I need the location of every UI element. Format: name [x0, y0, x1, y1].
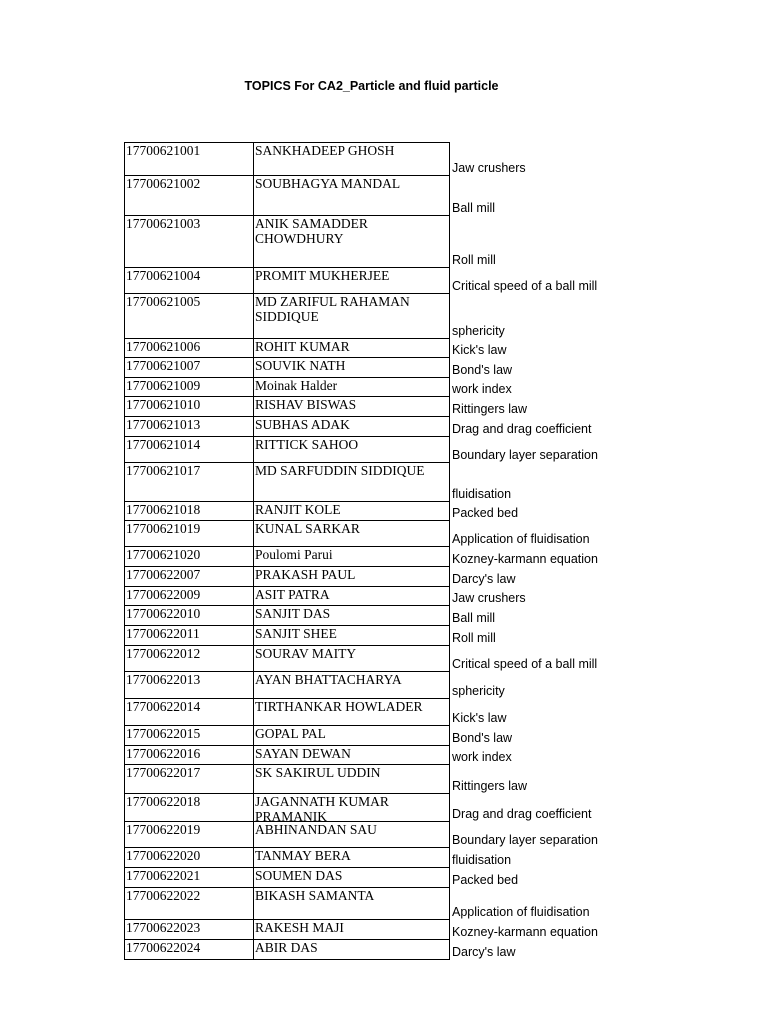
student-id-cell-text: 17700621004: [126, 268, 201, 283]
student-id-cell: [125, 626, 254, 646]
topic-cell-text: Drag and drag coefficient: [452, 806, 592, 821]
topic-cell-text: Kick's law: [452, 710, 507, 725]
student-id-cell-text: 17700622012: [126, 646, 201, 661]
topic-cell: [450, 502, 643, 521]
topic-cell-text: Roll mill: [452, 630, 496, 645]
topic-cell: [450, 822, 643, 848]
table-row: [125, 868, 643, 888]
topic-cell: [450, 417, 643, 437]
student-id-cell: [125, 765, 254, 794]
student-name-cell: [254, 587, 450, 606]
student-name-cell-text: AYAN BHATTACHARYA: [255, 672, 402, 687]
student-id-cell: [125, 888, 254, 920]
student-id-cell-text: 17700622019: [126, 822, 201, 837]
topic-cell-text: Boundary layer separation: [452, 832, 598, 847]
student-id-cell-text: 17700622020: [126, 848, 201, 863]
table-row: [125, 699, 643, 726]
student-id-cell: [125, 672, 254, 699]
student-name-cell: [254, 143, 450, 176]
topic-cell: [450, 567, 643, 587]
topic-cell: [450, 848, 643, 868]
student-id-cell-text: 17700621017: [126, 463, 201, 478]
student-id-cell-text: 17700622011: [126, 626, 200, 641]
student-name-cell-text: MD SARFUDDIN SIDDIQUE: [255, 463, 425, 478]
topic-cell: [450, 294, 643, 339]
student-id-cell: [125, 502, 254, 521]
student-id-cell: [125, 268, 254, 294]
student-id-cell: [125, 216, 254, 268]
table-row: [125, 463, 643, 502]
student-id-cell-text: 17700621005: [126, 294, 201, 309]
student-id-cell: [125, 521, 254, 547]
table-row: [125, 176, 643, 216]
topic-cell: [450, 216, 643, 268]
topic-cell-text: Packed bed: [452, 872, 519, 887]
topic-cell-text: Rittingers law: [452, 778, 528, 793]
student-id-cell: [125, 794, 254, 822]
student-name-cell-text: SOUVIK NATH: [255, 358, 346, 373]
student-id-cell-text: 17700621001: [126, 143, 201, 158]
student-name-cell: [254, 626, 450, 646]
topic-cell-text: Bond's law: [452, 362, 513, 377]
topic-cell-text: Roll mill: [452, 252, 496, 267]
student-id-cell-text: 17700622017: [126, 765, 201, 780]
table-row: [125, 339, 643, 358]
student-id-cell: [125, 417, 254, 437]
table-row: [125, 567, 643, 587]
topic-cell-text: Jaw crushers: [452, 590, 526, 605]
student-id-cell-text: 17700621002: [126, 176, 201, 191]
student-name-cell-text: SUBHAS ADAK: [255, 417, 350, 432]
student-id-cell-text: 17700622024: [126, 940, 201, 955]
student-id-cell-text: 17700622009: [126, 587, 201, 602]
student-id-cell-text: 17700622010: [126, 606, 201, 621]
topic-cell-text: sphericity: [452, 683, 505, 698]
student-id-cell-text: 17700621003: [126, 216, 201, 231]
table-row: [125, 848, 643, 868]
student-name-cell: [254, 765, 450, 794]
student-name-cell: [254, 378, 450, 397]
table-row: [125, 358, 643, 378]
student-name-cell: [254, 294, 450, 339]
topic-cell-text: Ball mill: [452, 610, 496, 625]
table-row: [125, 268, 643, 294]
table-row: [125, 378, 643, 397]
student-name-cell-text: PRAKASH PAUL: [255, 567, 356, 582]
table-row: [125, 521, 643, 547]
student-id-cell: [125, 940, 254, 960]
topic-cell: [450, 463, 643, 502]
student-topic-table: [124, 142, 643, 960]
topic-cell: [450, 794, 643, 822]
student-id-cell-text: 17700622016: [126, 746, 201, 761]
student-name-cell: [254, 567, 450, 587]
student-name-cell: [254, 822, 450, 848]
table-row: [125, 822, 643, 848]
topic-cell-text: Application of fluidisation: [452, 531, 590, 546]
table-row: [125, 547, 643, 567]
table-row: [125, 794, 643, 822]
student-name-cell: [254, 672, 450, 699]
topic-cell: [450, 940, 643, 960]
table-row: [125, 437, 643, 463]
topic-cell-text: Bond's law: [452, 730, 513, 745]
student-id-cell: [125, 437, 254, 463]
student-id-cell-text: 17700622018: [126, 794, 201, 809]
topic-cell-text: Packed bed: [452, 505, 519, 520]
topic-cell-text: Darcy's law: [452, 944, 516, 959]
student-id-cell-text: 17700622013: [126, 672, 201, 687]
table-row: [125, 765, 643, 794]
student-id-cell: [125, 143, 254, 176]
student-name-cell-text: TANMAY BERA: [255, 848, 351, 863]
student-name-cell: [254, 848, 450, 868]
student-id-cell: [125, 339, 254, 358]
student-name-cell: [254, 646, 450, 672]
topic-cell: [450, 521, 643, 547]
student-name-cell: [254, 940, 450, 960]
student-id-cell-text: 17700622014: [126, 699, 201, 714]
topic-cell-text: Drag and drag coefficient: [452, 421, 592, 436]
topic-cell-text: sphericity: [452, 323, 505, 338]
student-name-cell-text: ABIR DAS: [255, 940, 318, 955]
student-name-cell-text: SANKHADEEP GHOSH: [255, 143, 395, 158]
table-row: [125, 417, 643, 437]
table-row: [125, 626, 643, 646]
student-name-cell-text: Moinak Halder: [255, 378, 338, 393]
student-name-cell-text: SAYAN DEWAN: [255, 746, 351, 761]
student-id-cell: [125, 294, 254, 339]
student-name-cell-text: BIKASH SAMANTA: [255, 888, 375, 903]
topic-cell: [450, 626, 643, 646]
table-row: [125, 940, 643, 960]
student-id-cell: [125, 547, 254, 567]
topic-cell: [450, 358, 643, 378]
student-name-cell-text: JAGANNATH KUMAR PRAMANIK: [255, 794, 389, 821]
student-name-cell: [254, 699, 450, 726]
topic-cell: [450, 920, 643, 940]
topic-cell: [450, 646, 643, 672]
table-row: [125, 397, 643, 417]
student-name-cell: [254, 268, 450, 294]
student-name-cell-text: ASIT PATRA: [255, 587, 330, 602]
student-id-cell: [125, 848, 254, 868]
student-name-cell-text: SANJIT DAS: [255, 606, 331, 621]
student-name-cell: [254, 216, 450, 268]
topic-cell-text: Ball mill: [452, 200, 496, 215]
topic-cell: [450, 397, 643, 417]
student-id-cell: [125, 358, 254, 378]
table-row: [125, 920, 643, 940]
topic-cell-text: fluidisation: [452, 486, 512, 501]
student-id-cell: [125, 567, 254, 587]
student-name-cell: [254, 358, 450, 378]
student-name-cell-text: MD ZARIFUL RAHAMAN SIDDIQUE: [255, 294, 410, 324]
topic-cell-text: Kozney-karmann equation: [452, 551, 598, 566]
topic-cell: [450, 606, 643, 626]
student-id-cell: [125, 699, 254, 726]
topic-cell-text: Kozney-karmann equation: [452, 924, 598, 939]
student-id-cell-text: 17700622021: [126, 868, 201, 883]
topic-cell: [450, 765, 643, 794]
student-id-cell-text: 17700621014: [126, 437, 201, 452]
table-row: [125, 888, 643, 920]
student-id-cell-text: 17700621009: [126, 378, 201, 393]
student-name-cell: [254, 339, 450, 358]
student-id-cell-text: 17700622015: [126, 726, 201, 741]
student-name-cell: [254, 176, 450, 216]
student-id-cell-text: 17700621007: [126, 358, 201, 373]
student-name-cell-text: RITTICK SAHOO: [255, 437, 359, 452]
table-row: [125, 143, 643, 176]
student-name-cell-text: GOPAL PAL: [255, 726, 326, 741]
student-name-cell-text: RANJIT KOLE: [255, 502, 341, 517]
table-row: [125, 746, 643, 765]
student-id-cell: [125, 397, 254, 417]
topic-cell-text: Rittingers law: [452, 401, 528, 416]
topic-cell: [450, 339, 643, 358]
student-id-cell-text: 17700621018: [126, 502, 201, 517]
student-id-cell-text: 17700621020: [126, 547, 201, 562]
student-name-cell: [254, 437, 450, 463]
topic-cell: [450, 378, 643, 397]
student-name-cell: [254, 463, 450, 502]
page-title: TOPICS For CA2_Particle and fluid particle: [244, 79, 499, 93]
student-name-cell-text: ABHINANDAN SAU: [255, 822, 377, 837]
student-name-cell-text: Poulomi Parui: [255, 547, 333, 562]
student-name-cell: [254, 502, 450, 521]
student-id-cell-text: 17700622022: [126, 888, 201, 903]
student-id-cell-text: 17700621013: [126, 417, 201, 432]
student-name-cell-text: RAKESH MAJI: [255, 920, 344, 935]
student-id-cell-text: 17700621006: [126, 339, 201, 354]
student-id-cell-text: 17700622007: [126, 567, 201, 582]
student-name-cell-text: SOURAV MAITY: [255, 646, 357, 661]
student-name-cell: [254, 547, 450, 567]
topic-cell-text: Boundary layer separation: [452, 447, 598, 462]
topic-cell-text: Kick's law: [452, 342, 507, 357]
student-id-cell: [125, 746, 254, 765]
topic-cell: [450, 746, 643, 765]
topic-cell: [450, 699, 643, 726]
student-id-cell: [125, 587, 254, 606]
topic-cell: [450, 437, 643, 463]
table-row: [125, 502, 643, 521]
topic-cell-text: Critical speed of a ball mill: [452, 656, 598, 671]
student-name-cell-text: RISHAV BISWAS: [255, 397, 357, 412]
topic-cell: [450, 868, 643, 888]
student-id-cell: [125, 176, 254, 216]
student-name-cell: [254, 521, 450, 547]
student-name-cell: [254, 417, 450, 437]
table-row: [125, 672, 643, 699]
topic-cell: [450, 268, 643, 294]
table-row: [125, 294, 643, 339]
student-id-cell-text: 17700622023: [126, 920, 201, 935]
table-body: [125, 143, 643, 960]
topic-cell-text: Critical speed of a ball mill: [452, 278, 598, 293]
table-row: [125, 646, 643, 672]
student-id-cell: [125, 463, 254, 502]
student-name-cell-text: SANJIT SHEE: [255, 626, 337, 641]
topic-cell: [450, 176, 643, 216]
topic-cell: [450, 726, 643, 746]
student-name-cell-text: SOUMEN DAS: [255, 868, 343, 883]
student-name-cell-text: ANIK SAMADDER CHOWDHURY: [255, 216, 368, 246]
student-id-cell: [125, 822, 254, 848]
student-name-cell: [254, 746, 450, 765]
topic-cell: [450, 888, 643, 920]
student-name-cell: [254, 397, 450, 417]
table-row: [125, 216, 643, 268]
topic-cell-text: Darcy's law: [452, 571, 516, 586]
student-name-cell-text: TIRTHANKAR HOWLADER: [255, 699, 423, 714]
topic-cell: [450, 672, 643, 699]
student-name-cell: [254, 606, 450, 626]
student-id-cell-text: 17700621010: [126, 397, 201, 412]
student-name-cell-text: ROHIT KUMAR: [255, 339, 350, 354]
student-name-cell-text: SK SAKIRUL UDDIN: [255, 765, 381, 780]
student-id-cell: [125, 606, 254, 626]
student-name-cell: [254, 888, 450, 920]
student-name-cell-text: KUNAL SARKAR: [255, 521, 360, 536]
topic-cell-text: Application of fluidisation: [452, 904, 590, 919]
student-id-cell: [125, 726, 254, 746]
topic-cell-text: work index: [452, 749, 512, 764]
table-row: [125, 726, 643, 746]
student-id-cell: [125, 378, 254, 397]
student-id-cell-text: 17700621019: [126, 521, 201, 536]
topic-cell-text: fluidisation: [452, 852, 512, 867]
topic-cell-text: Jaw crushers: [452, 160, 526, 175]
topic-cell: [450, 143, 643, 176]
student-id-cell: [125, 868, 254, 888]
student-name-cell: [254, 794, 450, 822]
student-name-cell: [254, 726, 450, 746]
topic-cell-text: work index: [452, 381, 512, 396]
student-name-cell-text: SOUBHAGYA MANDAL: [255, 176, 401, 191]
student-name-cell-text: PROMIT MUKHERJEE: [255, 268, 390, 283]
student-name-cell: [254, 868, 450, 888]
topic-cell: [450, 547, 643, 567]
student-id-cell: [125, 646, 254, 672]
student-name-cell: [254, 920, 450, 940]
table-row: [125, 606, 643, 626]
table-row: [125, 587, 643, 606]
topic-cell: [450, 587, 643, 606]
student-id-cell: [125, 920, 254, 940]
